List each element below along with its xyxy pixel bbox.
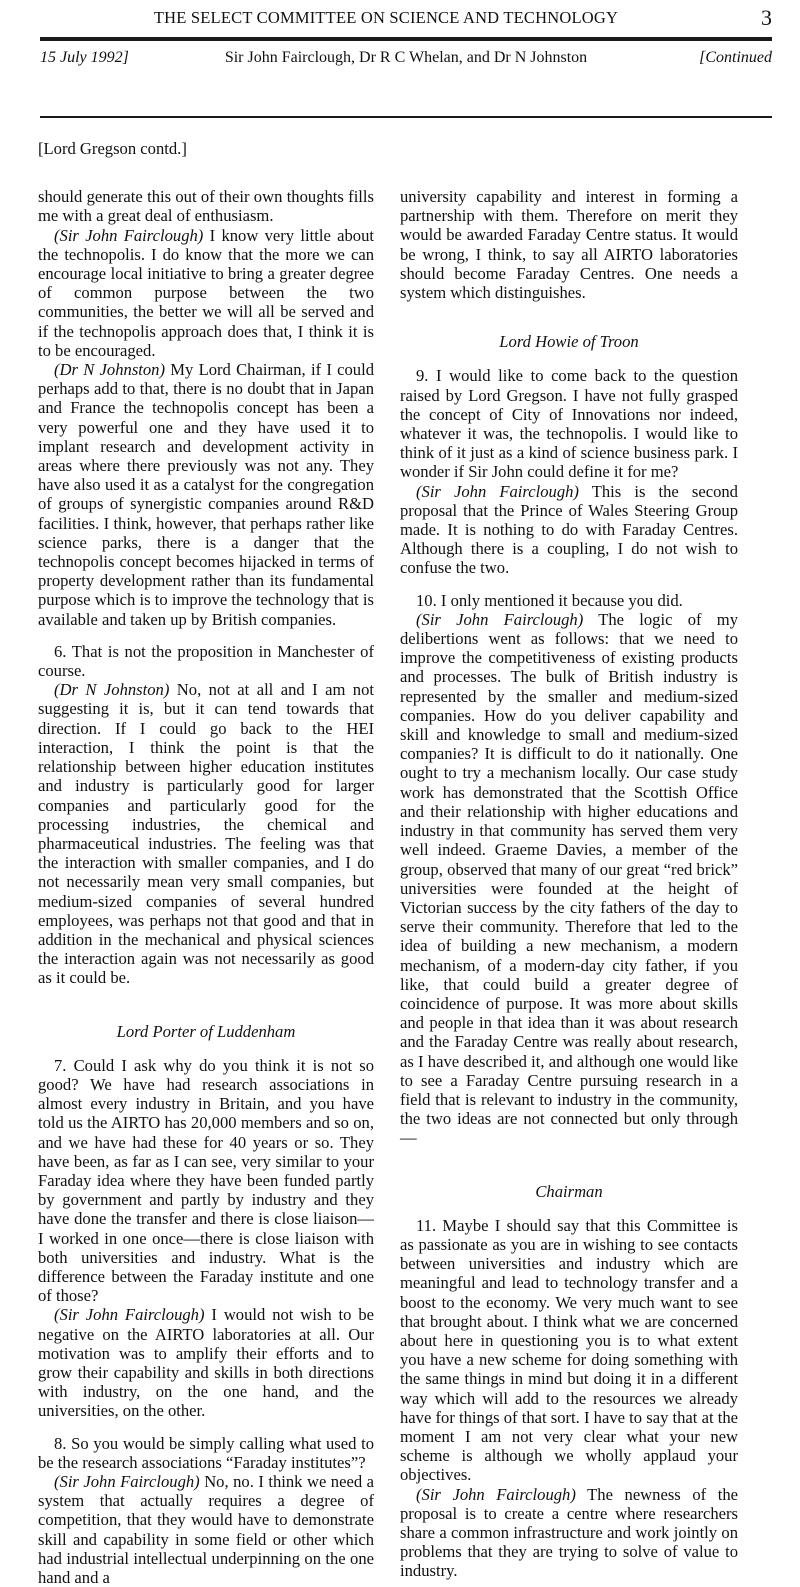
answer-text: This is the second proposal that the Prince of Wales Steering Group made. It is nothing to do with Faraday Centres. Although there is a coupling, I do not wish to confuse the two. xyxy=(400,481,738,578)
answer-text: No, no. I think we need a system that actually requires a degree of competition, that they would have to demonstrate skill and capability in some field or other which had industrial intellectual underpinning on the one hand and a xyxy=(38,1472,374,1587)
paragraph: should generate this out of their own thoughts fills me with a great deal of enthusiasm. xyxy=(38,187,374,226)
question-9: 9. I would like to come back to the question raised by Lord Gregson. I have not fully grasped the concept of City of Innovations nor indeed, whatever it was, the technopolis. I would like to think of it just as a kind of science business park. I wonder if Sir John could define it for me? xyxy=(400,366,738,482)
continued-speaker-label: [Lord Gregson contd.] xyxy=(38,139,187,158)
answer-paragraph xyxy=(400,610,738,1148)
answer-text: I know very little about the technopolis. I do know that the more we can encourage local initiative to bring a greater degree of common purpose between the two communities, the better we will all be served and if the technopolis approach does that, I think it is to be encouraged. xyxy=(38,225,374,360)
running-head xyxy=(40,5,772,32)
speaker-label: (Sir John Fairclough) xyxy=(416,1484,576,1504)
speaker-label: (Sir John Fairclough) xyxy=(54,1472,200,1491)
speaker-label: (Sir John Fairclough) xyxy=(416,481,579,501)
answer-paragraph xyxy=(400,482,738,578)
answer-paragraph xyxy=(38,680,374,987)
speaker-label: (Sir John Fairclough) xyxy=(54,225,204,245)
header-bottom-rule xyxy=(40,116,772,118)
answer-text: I would not wish to be negative on the AIRTO laboratories at all. Our motivation was to amplify their efforts and to grow their capability and skills in both directions with industry, on the one hand, and the universities, on the other. xyxy=(38,1305,374,1421)
witness-names: Sir John Fairclough, Dr R C Whelan, and Dr N Johnston xyxy=(224,49,588,66)
answer-text: The newness of the proposal is to create a centre where researchers share a common infrastructure and work jointly on problems that they are trying to solve of value to industry. xyxy=(400,1484,738,1581)
answer-paragraph xyxy=(38,1472,374,1587)
speaker-label: (Dr N Johnston) xyxy=(54,360,166,380)
running-title: THE SELECT COMMITTEE ON SCIENCE AND TECHNOLOGY xyxy=(153,8,619,27)
question-7: 7. Could I ask why do you think it is not so good? We have had research associations in almost every industry in Britain, and you have told us the AIRTO has 20,000 members and so on, and we have had these for 40 years or so. They have been, as far as I can see, very similar to your Faraday idea where they have been funded partly by government and partly by industry and they have done the transfer and there is close liaison—I worked in one once—there is close liaison with both universities and industry. What is the difference between the Faraday institute and one of those? xyxy=(38,1055,374,1306)
witness-header xyxy=(40,49,772,71)
question-8: 8. So you would be simply calling what used to be the research associations “Faraday institutes”? xyxy=(38,1433,374,1472)
page-number: 3 xyxy=(761,5,772,30)
left-column xyxy=(38,139,374,1587)
question-6: 6. That is not the proposition in Manchester of course. xyxy=(38,641,374,681)
section-heading-howie: Lord Howie of Troon xyxy=(499,332,639,352)
answer-paragraph xyxy=(38,226,374,360)
speaker-label: (Sir John Fairclough) xyxy=(416,609,584,629)
section-heading-chairman: Chairman xyxy=(535,1181,603,1201)
answer-text: No, not at all and I am not suggesting it is, but it can tend towards that direction. If I could go back to the HEI interaction, I think the point is that the relationship between higher education institutes and industry is particularly good for larger companies and particularly good for the processing industries, the chemical and pharmaceutical industries. The feeling was that the interaction with smaller companies, and I do not necessarily mean very small companies, but medium-sized companies of several hundred employees, was perhaps not that good and that in addition in the mechanical and physical sciences the interaction again was not necessarily as good as it could be. xyxy=(38,680,375,988)
paragraph: university capability and interest in forming a partnership with them. Therefore on merit they would be awarded Faraday Centre status. It would be wrong, I think, to say all AIRTO laboratories should become Faraday Centres. One needs a system which distinguishes. xyxy=(400,187,738,303)
speaker-label: (Dr N Johnston) xyxy=(54,680,170,700)
section-heading-porter: Lord Porter of Luddenham xyxy=(116,1021,296,1041)
continued-label: [Continued xyxy=(699,49,772,66)
answer-paragraph xyxy=(38,1305,374,1420)
question-10: 10. I only mentioned it because you did. xyxy=(416,590,683,610)
header-rule xyxy=(40,37,772,41)
answer-paragraph xyxy=(38,360,374,629)
answer-text: The logic of my delibertions went as follows: that we need to improve the competitiveness of existing products and processes. The bulk of British industry is represented by the smaller and medium-sized companies. How do you deliver capability and skill and knowledge to small and medium-sized companies? It is difficult to do it nationally. One ought to try a mechanism locally. Our case study work has demonstrated that the Scottish Office and their relationship with higher educations and industry in that community has served them very well indeed. Graeme Davies, a member of the group, observed that many of our great “red brick” universities were founded at the height of Victorian success by the city fathers of the day to serve their community. Therefore that led to the idea of building a new mechanism, a modern mechanism, of a modern-day city father, if you like, that could build a greater degree of coincidence of purpose. It was more about skills and people in that idea than it was about research and the Faraday Centre was really about research, as I have described it, and although one would like to see a Faraday Centre pursuing research in a field that is relevant to industry in the community, the two ideas are not connected but only through— xyxy=(400,609,738,1148)
right-column xyxy=(400,139,738,1581)
question-11: 11. Maybe I should say that this Committee is as passionate as you are in wishing to see contacts between universities and industry which are meaningful and lead to technology transfer and a boost to the economy. We very much want to see that brought about. I think what we are concerned about here in questioning you is to what extent you have a new scheme for doing something with the same things in mind but doing it in a different way which will add to the resources we already have for things of that sort. I have to say that at the moment I am not very clear what your new scheme is although we wholly applaud your objectives. xyxy=(400,1215,738,1485)
answer-text: My Lord Chairman, if I could perhaps add to that, there is no doubt that in Japan and France the technopolis concept has been a very powerful one and they have used it to implant research and development activity in areas where there previously was not any. They have also used it as a catalyst for the congregation of groups of synergistic companies around R&D facilities. I think, however, that perhaps rather like science parks, there is a danger that the technopolis concept becomes hijacked in terms of property development rather than its fundamental purpose which is to improve the technology that is available and taken up by British companies. xyxy=(38,360,375,629)
speaker-label: (Sir John Fairclough) xyxy=(54,1305,205,1325)
answer-paragraph xyxy=(400,1485,738,1581)
sitting-date: 15 July 1992] xyxy=(40,49,129,66)
